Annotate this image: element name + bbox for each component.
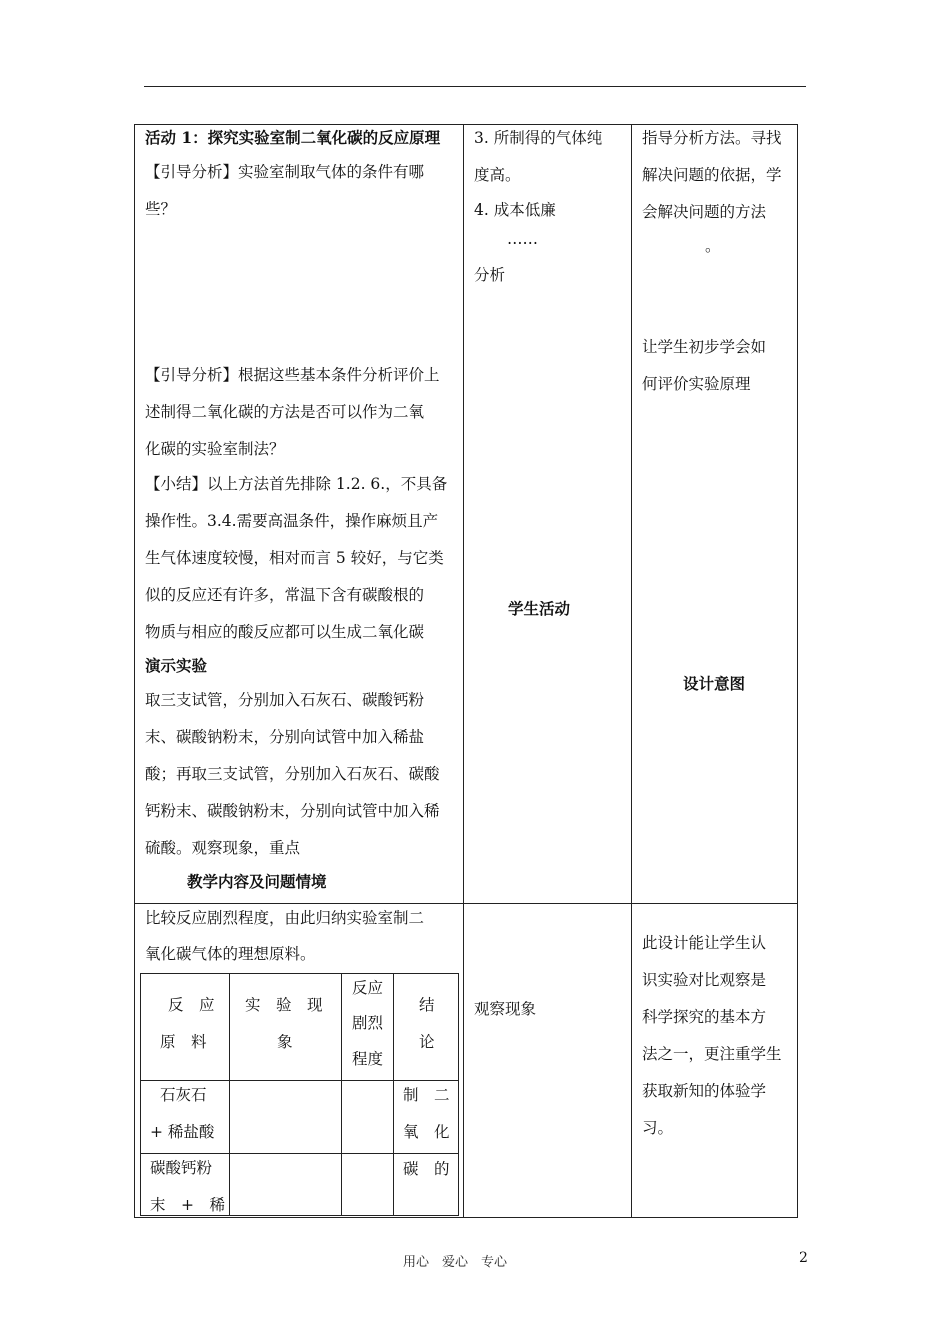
student-activity-line: 度高。 [474, 166, 521, 184]
design-intent-bottom-line: 此设计能让学生认 [642, 934, 767, 952]
inner-cell-material: 碳酸钙粉 [150, 1159, 213, 1177]
page-number: 2 [799, 1250, 808, 1266]
inner-cell-conclusion: 制 二 [403, 1086, 450, 1104]
design-intent-line: 指导分析方法。寻找 [642, 129, 782, 147]
guide-analysis-2: 化碳的实验室制法？ [145, 440, 285, 458]
inner-table-border [458, 973, 459, 1216]
demo-line: 钙粉末、碳酸钠粉末，分别向试管中加入稀 [145, 802, 440, 820]
footer-motto: 用心 爱心 专心 [403, 1255, 508, 1270]
design-intent-bottom-line: 科学探究的基本方 [642, 1008, 767, 1026]
inner-header-material: 原 料 [160, 1033, 207, 1051]
design-intent-bottom-line: 获取新知的体验学 [642, 1082, 767, 1100]
column-header-student: 学生活动 [508, 599, 571, 618]
table-border-top [134, 124, 798, 125]
inner-header-phenomenon: 象 [277, 1033, 293, 1051]
inner-cell-material: 石灰石 [160, 1086, 207, 1104]
design-intent-bottom-line: 识实验对比观察是 [642, 971, 767, 989]
design-intent-line: 解决问题的依据，学 [642, 166, 782, 184]
inner-table-border [140, 1153, 459, 1154]
design-intent-line: 让学生初步学会如 [642, 338, 767, 356]
table-col-divider-2 [631, 124, 632, 1218]
inner-header-conclusion: 结 [419, 996, 435, 1014]
demo-line: 酸；再取三支试管，分别加入石灰石、碳酸 [145, 765, 440, 783]
student-activity-line: 3. 所制得的气体纯 [474, 129, 603, 147]
table-border-bottom [134, 1217, 798, 1218]
student-activity-line: 分析 [474, 266, 506, 284]
header-rule [144, 86, 806, 87]
inner-table-border [140, 973, 459, 974]
design-intent-line: 何评价实验原理 [642, 375, 751, 393]
student-activity-line: …… [507, 230, 538, 248]
inner-header-phenomenon: 实 验 现 [245, 996, 323, 1014]
guide-analysis-1: 些？ [145, 200, 177, 218]
summary-line: 操作性。3.4.需要高温条件，操作麻烦且产 [145, 512, 439, 530]
inner-header-intensity: 反应 [352, 979, 384, 997]
inner-cell-material: 末 + 稀 [150, 1196, 225, 1214]
guide-analysis-1: 【引导分析】实验室制取气体的条件有哪 [145, 163, 425, 181]
demo-line: 取三支试管，分别加入石灰石、碳酸钙粉 [145, 691, 425, 709]
table-border-left [134, 124, 135, 1218]
guide-analysis-2: 【引导分析】根据这些基本条件分析评价上 [145, 366, 440, 384]
column-header-design: 设计意图 [683, 674, 746, 693]
inner-cell-conclusion: 碳 的 [403, 1160, 450, 1178]
observe-phenomenon: 观察现象 [474, 1000, 537, 1018]
inner-header-intensity: 剧烈 [352, 1014, 384, 1032]
inner-header-conclusion: 论 [419, 1033, 435, 1051]
inner-header-intensity: 程度 [352, 1050, 384, 1068]
activity-title: 活动 1：探究实验室制二氧化碳的反应原理 [145, 128, 441, 147]
design-intent-bottom-line: 法之一，更注重学生 [642, 1045, 782, 1063]
inner-table-border [140, 973, 141, 1216]
summary-line: 【小结】以上方法首先排除 1.2. 6.，不具备 [145, 475, 448, 493]
table-col-divider-1 [463, 124, 464, 1218]
guide-analysis-2: 述制得二氧化碳的方法是否可以作为二氧 [145, 403, 425, 421]
summary-line: 物质与相应的酸反应都可以生成二氧化碳 [145, 623, 425, 641]
inner-table-border [229, 973, 230, 1216]
design-intent-line: 会解决问题的方法 [642, 203, 767, 221]
demo-line: 硫酸。观察现象，重点 [145, 839, 301, 857]
inner-header-material: 反 应 [168, 996, 215, 1014]
summary-line: 生气体速度较慢，相对而言 5 较好，与它类 [145, 549, 444, 567]
inner-table-border [341, 973, 342, 1216]
student-activity-line: 4. 成本低廉 [474, 201, 556, 219]
design-intent-bottom-line: 习。 [642, 1119, 674, 1137]
design-intent-line: 。 [705, 237, 721, 255]
table-row-divider [134, 903, 798, 904]
comparison-intro: 氧化碳气体的理想原料。 [145, 945, 316, 963]
column-header-content: 教学内容及问题情境 [187, 872, 327, 891]
table-border-right [797, 124, 798, 1218]
inner-table-border [393, 973, 394, 1216]
inner-cell-conclusion: 氧 化 [403, 1123, 450, 1141]
inner-table-border [140, 1080, 459, 1081]
inner-table-border [140, 1215, 459, 1216]
comparison-intro: 比较反应剧烈程度，由此归纳实验室制二 [145, 909, 425, 927]
demo-line: 末、碳酸钠粉末，分别向试管中加入稀盐 [145, 728, 425, 746]
summary-line: 似的反应还有许多，常温下含有碳酸根的 [145, 586, 425, 604]
inner-cell-material: + 稀盐酸 [150, 1123, 215, 1141]
demo-title: 演示实验 [145, 656, 208, 675]
